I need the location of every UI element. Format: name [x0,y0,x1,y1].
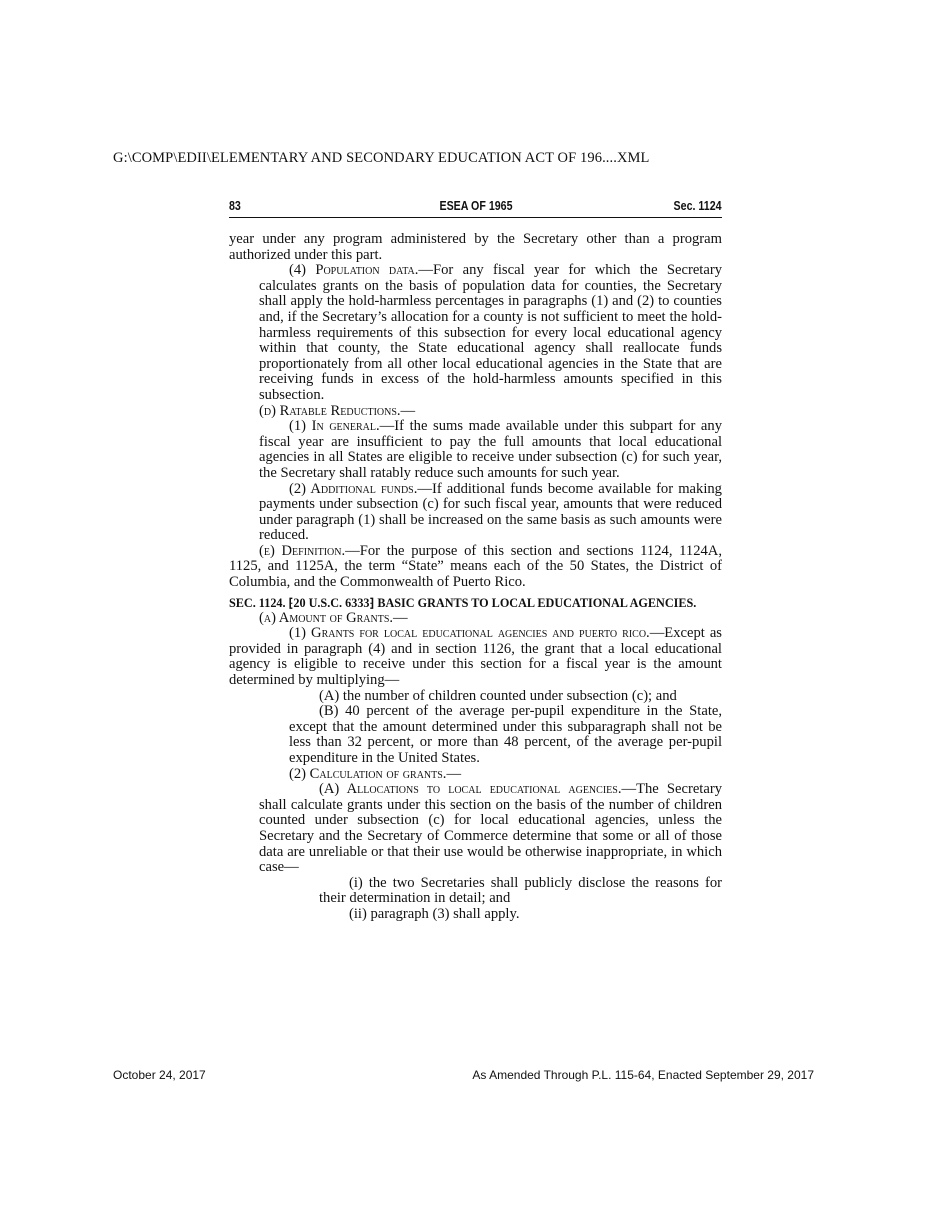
paragraph-population-data: (4) Population data.—For any fiscal year for which the Secretary calculates grants on the basis of population data for counties, the Secretary shall apply the hold-harmless percentages in paragraphs (1) and (2) to counties and, if the Secretary’s allocation for a county is not sufficient to meet the hold-harmless requirements of this subsection for every local educational agency within that county, the State educational agency shall reallocate funds proportionately from all other local educational agencies in the State that are receiving funds in excess of the hold-harmless amounts specified in this subsection. [259,262,722,403]
clause-a2Aii: (ii) paragraph (3) shall apply. [349,905,520,922]
paragraph-heading: (4) Population data. [289,262,419,279]
clause-a2Ai: (i) the two Secretaries shall publicly disclose the reasons for their determination in detail; and [319,874,722,907]
section-label: Sec. 1124 [673,198,722,213]
subsection-e: (e) Definition.—For the purpose of this section and sections 1124, 1124A, 1125, and 1125A, the term “State” means each of the 50 States, the District of Columbia, and the Commonwealth of Puerto Rico. [229,542,722,591]
subparagraph-a2A: (A) Allocations to local educational agencies.—The Secretary shall calculate grants under this section on the basis of the number of children counted under subsection (c) for local educational agencies, unless the Secretary and the Secretary of Commerce determine that some or all of those data are unreliable or that their use would be otherwise inappropriate, in which case— [259,781,722,876]
running-title: ESEA OF 1965 [438,198,513,213]
paragraph-d1: (1) In general.—If the sums made available under this subpart for any fiscal year are insufficient to pay the full amounts that local educational agencies in all States are eligible to receive under subsection (c) for such year, the Secretary shall ratably reduce such amounts for such year. [259,418,722,481]
paragraph-continuation: year under any program administered by the Secretary other than a program authorized under this part. [229,231,722,263]
subsection-heading-a: (a) Amount of Grants.— [259,609,408,626]
footer-amended: As Amended Through P.L. 115-64, Enacted September 29, 2017 [472,1068,814,1082]
running-head [229,197,722,218]
subparagraph-a1B: (B) 40 percent of the average per-pupil expenditure in the State, except that the amount determined under this subparagraph shall not be less than 32 percent, or more than 48 percent, of the average per-pupil expenditure in the United States. [289,703,722,766]
paragraph-d2: (2) Additional funds.—If additional funds become available for making payments under subsection (c) for such fiscal year, amounts that were reduced under paragraph (1) shall be increased on the same basis as such amounts were reduced. [259,480,722,544]
page-number: 83 [229,198,241,213]
paragraph-a1: (1) Grants for local educational agencies and puerto rico.—Except as provided in paragraph (4) and in section 1126, the grant that a local educational agency is eligible to receive under this section for a fiscal year is the amount determined by multiplying— [229,625,722,689]
document-body [229,232,722,923]
subparagraph-a1A: (A) the number of children counted under subsection (c); and [319,687,677,704]
footer-date: October 24, 2017 [113,1068,206,1082]
file-path: G:\COMP\EDII\ELEMENTARY AND SECONDARY EDUCATION ACT OF 196....XML [113,150,650,166]
section-heading: SEC. 1124. ⁅20 U.S.C. 6333⁆ BASIC GRANTS TO LOCAL EDUCATIONAL AGENCIES. [229,595,697,610]
subsection-heading-d: (d) Ratable Reductions.— [259,402,416,419]
paragraph-a2: (2) Calculation of grants.— [289,765,462,782]
